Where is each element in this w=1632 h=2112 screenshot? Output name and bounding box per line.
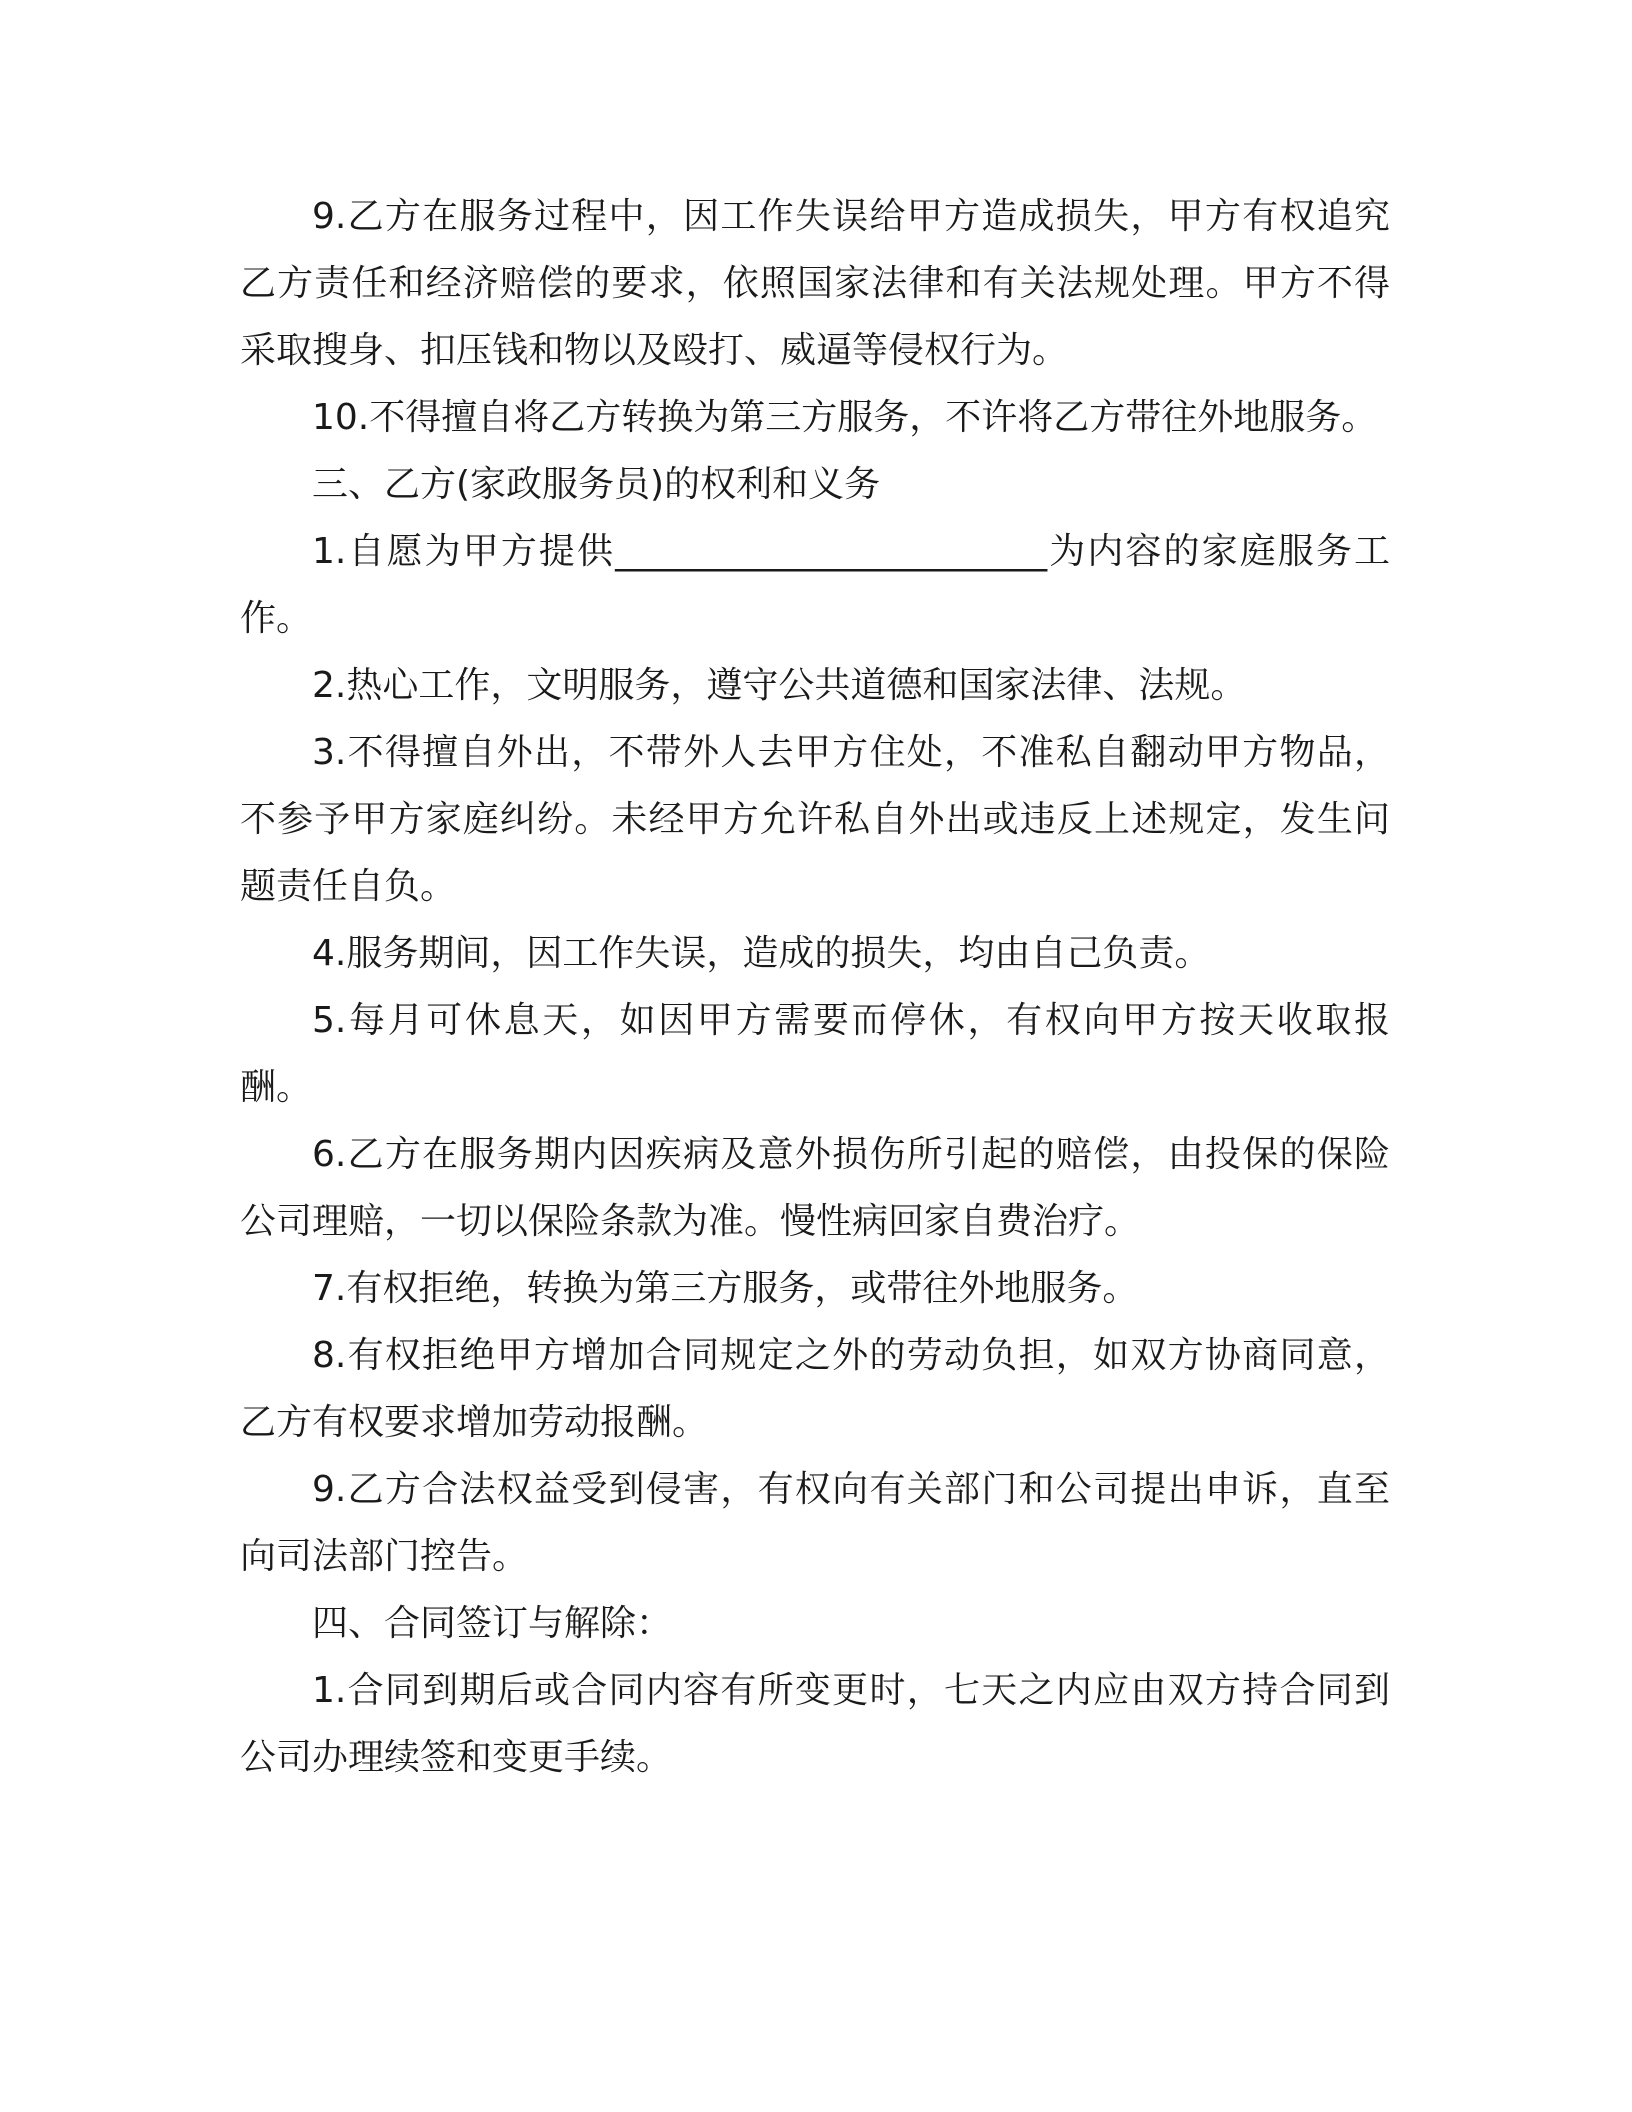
paragraph-6-insurance: 6.乙方在服务期内因疾病及意外损伤所引起的赔偿，由投保的保险公司理赔，一切以保险条款为准。慢性病回家自费治疗。	[240, 1134, 1390, 1242]
paragraph-4-losses: 4.服务期间，因工作失误，造成的损失，均由自己负责。	[312, 933, 1211, 974]
section-heading-3: 三、乙方(家政服务员)的权利和义务	[312, 464, 881, 505]
paragraph-2-work-ethic: 2.热心工作，文明服务，遵守公共道德和国家法律、法规。	[312, 665, 1247, 706]
paragraph-5-rest-days: 5.每月可休息天，如因甲方需要而停休，有权向甲方按天收取报酬。	[240, 1000, 1390, 1108]
paragraph-1-service-content: 1.自愿为甲方提供________________________为内容的家庭服务工作。	[240, 531, 1390, 639]
paragraph-10-no-transfer: 10.不得擅自将乙方转换为第三方服务，不许将乙方带往外地服务。	[312, 397, 1378, 438]
paragraph-9-employer-liability: 9.乙方在服务过程中，因工作失误给甲方造成损失，甲方有权追究乙方责任和经济赔偿的要求，依照国家法律和有关法规处理。甲方不得采取搜身、扣压钱和物以及殴打、威逼等侵权行为。	[240, 196, 1390, 371]
paragraph-8-extra-labor: 8.有权拒绝甲方增加合同规定之外的劳动负担，如双方协商同意，乙方有权要求增加劳动报酬。	[240, 1335, 1390, 1443]
section-heading-4: 四、合同签订与解除：	[312, 1603, 673, 1644]
paragraph-9-complaint: 9.乙方合法权益受到侵害，有权向有关部门和公司提出申诉，直至向司法部门控告。	[240, 1469, 1390, 1577]
document-page	[240, 183, 1390, 1791]
paragraph-3-conduct: 3.不得擅自外出，不带外人去甲方住处，不准私自翻动甲方物品，不参予甲方家庭纠纷。未经甲方允许私自外出或违反上述规定，发生问题责任自负。	[240, 732, 1390, 907]
paragraph-1-renewal: 1.合同到期后或合同内容有所变更时，七天之内应由双方持合同到公司办理续签和变更手续。	[240, 1670, 1390, 1778]
paragraph-7-refuse-transfer: 7.有权拒绝，转换为第三方服务，或带往外地服务。	[312, 1268, 1139, 1309]
